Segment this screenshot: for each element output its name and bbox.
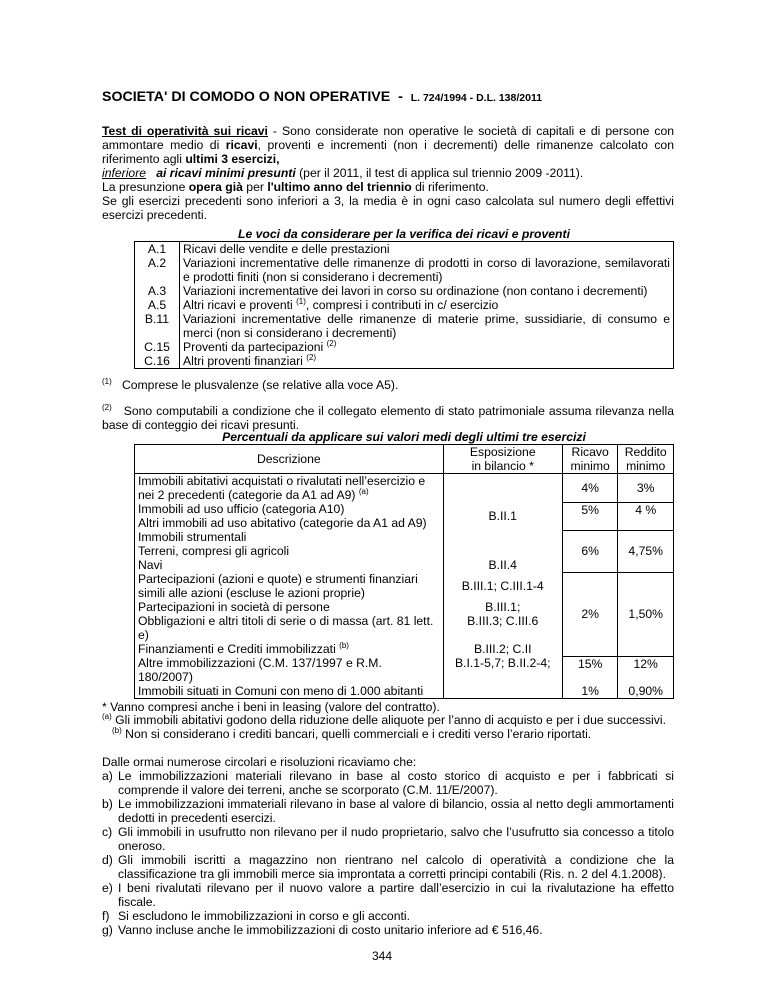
col-reddito: Reddito minimo [618, 445, 674, 474]
table-row: A.1 Ricavi delle vendite e delle prestazioni [135, 242, 674, 257]
law-reference: L. 724/1994 - D.L. 138/2011 [410, 92, 543, 104]
table-row: A.2 Variazioni incrementative delle rimanenze di prodotti in corso di lavorazione, semilavorati e prodotti finiti (non si considerano i decrementi) [135, 256, 674, 284]
list-item: e) I beni rivalutati rilevano per il nuovo valore a partire dall’esercizio in cui la rivalutazione ha effetto fiscale. [102, 881, 674, 909]
list-item: d) Gli immobili iscritti a magazzino non rientrano nel calcolo di operatività a condizione che la classificazione tra gli immobili merce sia improntata a corretti principi contabili (Ris. n. 2 del 4.1.2008). [102, 853, 674, 881]
table-row: C.15 Proventi da partecipazioni $^{(2)}$ [135, 340, 674, 354]
percentuali-heading: Percentuali da applicare sui valori medi degli ultimi tre esercizi [222, 430, 586, 444]
table-row: Navi B.II.4 [135, 558, 674, 572]
intro-paragraph-3: La presunzione opera già per l'ultimo anno del triennio di riferimento. [102, 180, 489, 194]
intro-paragraph-1: Test di operatività sui ricavi - Sono considerate non operative le società di capitali e di persone con ammontare medio di ricavi, proventi e incrementi (non i decrementi) delle rimanenze calcolato con riferimento agli ultimi 3 esercizi, [102, 124, 674, 166]
table-row: Obbligazioni e altri titoli di serie o di massa (art. 81 lett. e) B.III.3; C.III.6 [135, 614, 674, 642]
col-esposizione: Esposizione in bilancio * [443, 445, 562, 474]
table-row: B.11 Variazioni incrementative delle rimanenze di materie prime, sussidiarie, di consumo e merci (non si considerano i decrementi) [135, 312, 674, 340]
page-title: SOCIETA' DI COMODO O NON OPERATIVE - L. 724/1994 - D.L. 138/2011 [102, 89, 543, 105]
footnote-2: $^{(2)}$ Sono computabili a condizione che il collegato elemento di stato patrimoniale assuma rilevanza nella base di conteggio dei ricavi presunti. [102, 402, 674, 432]
footnote-a: $^{(a)}$ Gli immobili abitativi godono della riduzione delle aliquote per l’anno di acquisto e per i due successivi. [102, 711, 666, 727]
voci-heading: Le voci da considerare per la verifica dei ricavi e proventi [238, 227, 570, 241]
table-row: C.16 Altri proventi finanziari $^{(2)}$ [135, 354, 674, 369]
intro-section [102, 124, 674, 222]
list-item: c) Gli immobili in usufrutto non rilevano per il nudo proprietario, salvo che l’usufrutto sia concesso a titolo oneroso. [102, 825, 674, 853]
table-row: Immobili strumentali 6% 4,75% [135, 530, 674, 544]
table-row: Altri immobili ad uso abitativo (categorie da A1 ad A9) [135, 516, 674, 530]
list-item: b) Le immobilizzazioni immateriali rilevano in base al valore di bilancio, ossia al netto degli ammortamenti dedotti in precedenti esercizi. [102, 797, 674, 825]
table-row: Immobili ad uso ufficio (categoria A10) 5% 4 % [135, 502, 674, 516]
table-row: Immobili situati in Comuni con meno di 1.000 abitanti 1% 0,90% [135, 684, 674, 699]
percentuali-table [134, 430, 674, 699]
footnote-star: * Vanno compresi anche i beni in leasing (valore del contratto). [102, 700, 440, 714]
table-row: Partecipazioni in società di persone B.III.1; [135, 600, 674, 614]
intro-paragraph-4: Se gli esercizi precedenti sono inferiori a 3, la media è in ogni caso calcolata sul numero degli effettivi esercizi precedenti. [102, 194, 674, 222]
page-number: 344 [372, 949, 393, 963]
footnote-b: $^{(b)}$ Non si considerano i crediti bancari, quelli commerciali e i crediti verso l’erario riportati. [112, 725, 592, 741]
list-item: g) Vanno incluse anche le immobilizzazioni di costo unitario inferiore ad € 516,46. [102, 923, 543, 937]
table-row: Altre immobilizzazioni (C.M. 137/1997 e R.M. 180/2007) B.I.1-5,7; B.II.2-4; 15% 12% [135, 656, 674, 684]
intro-paragraph-2: inferiore ai ricavi minimi presunti (per il 2011, il test di applica sul triennio 2009 -2011). [102, 166, 584, 180]
table-row: A.3 Variazioni incrementative dei lavori in corso su ordinazione (non contano i decrementi) [135, 284, 674, 298]
col-ricavo: Ricavo minimo [562, 445, 618, 474]
footnote-1: $^{(1)}$ Comprese le plusvalenze (se relative alla voce A5). [102, 376, 399, 392]
list-item: a) Le immobilizzazioni materiali rilevano in base al costo storico di acquisto e per i fabbricati si comprende il valore dei terreni, anche se scorporato (C.M. 11/E/2007). [102, 769, 674, 797]
table-row: Immobili abitativi acquistati o rivalutati nell’esercizio e nei 2 precedenti (categorie da A1 ad A9) $^{(a)}$ B.II.1 4% 3% [135, 474, 674, 503]
table-header-row [135, 445, 674, 474]
circolari-intro: Dalle ormai numerose circolari e risoluzioni ricaviamo che: [102, 755, 417, 769]
table-row: Terreni, compresi gli agricoli [135, 544, 674, 558]
table-row: A.5 Altri ricavi e proventi $^{(1)}$, compresi i contributi in c/ esercizio [135, 298, 674, 312]
circolari-section [102, 755, 674, 937]
table-row: Finanziamenti e Crediti immobilizzati $^{(b)}$ B.III.2; C.II [135, 642, 674, 656]
voci-table [134, 227, 674, 369]
col-descrizione: Descrizione [135, 445, 444, 474]
list-item: f) Si escludono le immobilizzazioni in corso e gli acconti. [102, 909, 410, 923]
table-row: Partecipazioni (azioni e quote) e strumenti finanziari simili alle azioni (escluse le azioni proprie) B.III.1; C.III.1-4 2% 1,50% [135, 572, 674, 600]
